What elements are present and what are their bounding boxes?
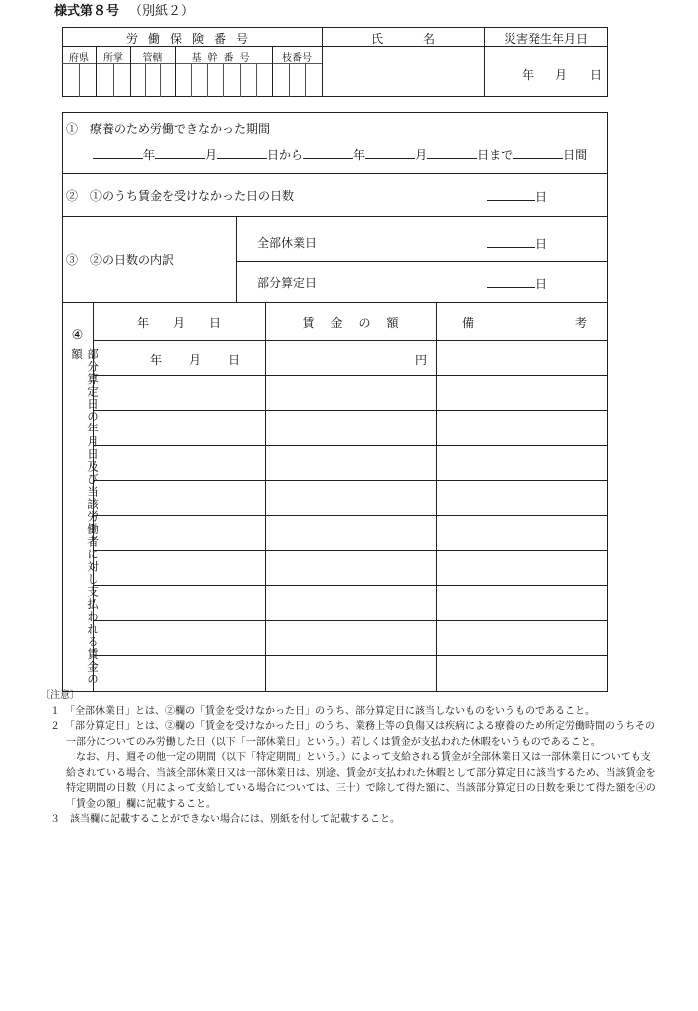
remarks-column-header-b: 考 xyxy=(575,316,588,330)
section2-label: ② ①のうち賃金を受けなかった日の日数 xyxy=(66,189,295,203)
row1-year-unit: 年 xyxy=(150,353,163,367)
note-3: ３ 該当欄に記載することができない場合には、別紙を付して記載すること。 xyxy=(50,814,400,825)
to-year-unit: 年 xyxy=(353,148,366,162)
from-month-unit: 月 xyxy=(205,148,218,162)
wage-column-header: 賃金の額 xyxy=(302,316,415,330)
partial-calc-days-label: 部分算定日 xyxy=(257,276,318,290)
insurance-number-label: 労働保険番号 xyxy=(125,32,258,46)
section4-number: ④ xyxy=(71,328,84,343)
full-leave-days-label: 全部休業日 xyxy=(257,236,318,250)
full-leave-days xyxy=(487,235,547,252)
remarks-column-header-a: 備 xyxy=(462,316,475,330)
row1-yen-unit: 円 xyxy=(415,353,428,367)
name-label: 氏名 xyxy=(370,32,475,46)
to-month-unit: 月 xyxy=(415,148,428,162)
section4-vertical-label: 部分算定日の年月日及び当該労働者に対し支払われる賃金の額 xyxy=(70,348,100,686)
note-2: ２ 「部分算定日」とは、②欄の「賃金を受けなかった日」のうち、業務上等の負傷又は疾病による療養のため所定労働時間のうちその一部分についてのみ労働した日（以下「一部休業日」という。）若しくは賃金が支払われた休暇をいうものであること。 xyxy=(50,721,655,748)
disaster-month-unit: 月 xyxy=(555,68,568,82)
to-suffix: 日まで xyxy=(477,148,514,162)
from-year-unit: 年 xyxy=(143,148,156,162)
row1-month-unit: 月 xyxy=(189,353,202,367)
section1-label: ① 療養のため労働できなかった期間 xyxy=(66,122,271,136)
notes-heading: 〔注意〕 xyxy=(40,690,80,701)
base-number-label: 基幹番号 xyxy=(191,53,256,64)
disaster-year-unit: 年 xyxy=(522,68,535,82)
branch-number-label: 枝番号 xyxy=(282,53,312,64)
form-title xyxy=(54,0,194,19)
notes xyxy=(40,688,660,828)
jurisdiction-label: 管轄 xyxy=(142,53,163,64)
office-label: 所掌 xyxy=(103,53,123,64)
disaster-date-label: 災害発生年月日 xyxy=(503,32,588,46)
partial-calc-days xyxy=(487,275,547,292)
date-column-header: 年月日 xyxy=(136,316,245,330)
form-subtitle: （別紙２） xyxy=(129,4,195,19)
note-1: １ 「全部休業日」とは、②欄の「賃金を受けなかった日」のうち、部分算定日に該当しないものをいうものであること。 xyxy=(50,705,595,717)
section3-label: ③ ②の日数の内訳 xyxy=(66,253,175,267)
period-line xyxy=(93,146,587,163)
prefecture-label: 府県 xyxy=(69,53,89,64)
disaster-day-unit: 日 xyxy=(590,68,603,82)
section2-days xyxy=(487,188,547,205)
note-2-continued: なお、月、週その他一定の期間（以下「特定期間」という。）によって支給される賃金が全部休業日又は一部休業日についても支給されている場合、当該全部休業日又は一部休業日は、別途、賃金が支払われた休暇として部分算定日に該当するため、当該賃金を特定期間の日数（月によって支給している場合については、三十）で除して得た額に、当該部分算定日の日数を乗じて得た額を④の「賃金の額」欄に記載すること。 xyxy=(66,752,656,810)
row1-day-unit: 日 xyxy=(228,353,241,367)
days-unit: 日間 xyxy=(563,148,588,162)
partial-calc-unit: 日 xyxy=(535,277,548,291)
section2-unit: 日 xyxy=(535,190,548,204)
from-suffix: 日から xyxy=(267,148,304,162)
form-number: 様式第８号 xyxy=(54,4,120,19)
full-leave-unit: 日 xyxy=(535,237,548,251)
